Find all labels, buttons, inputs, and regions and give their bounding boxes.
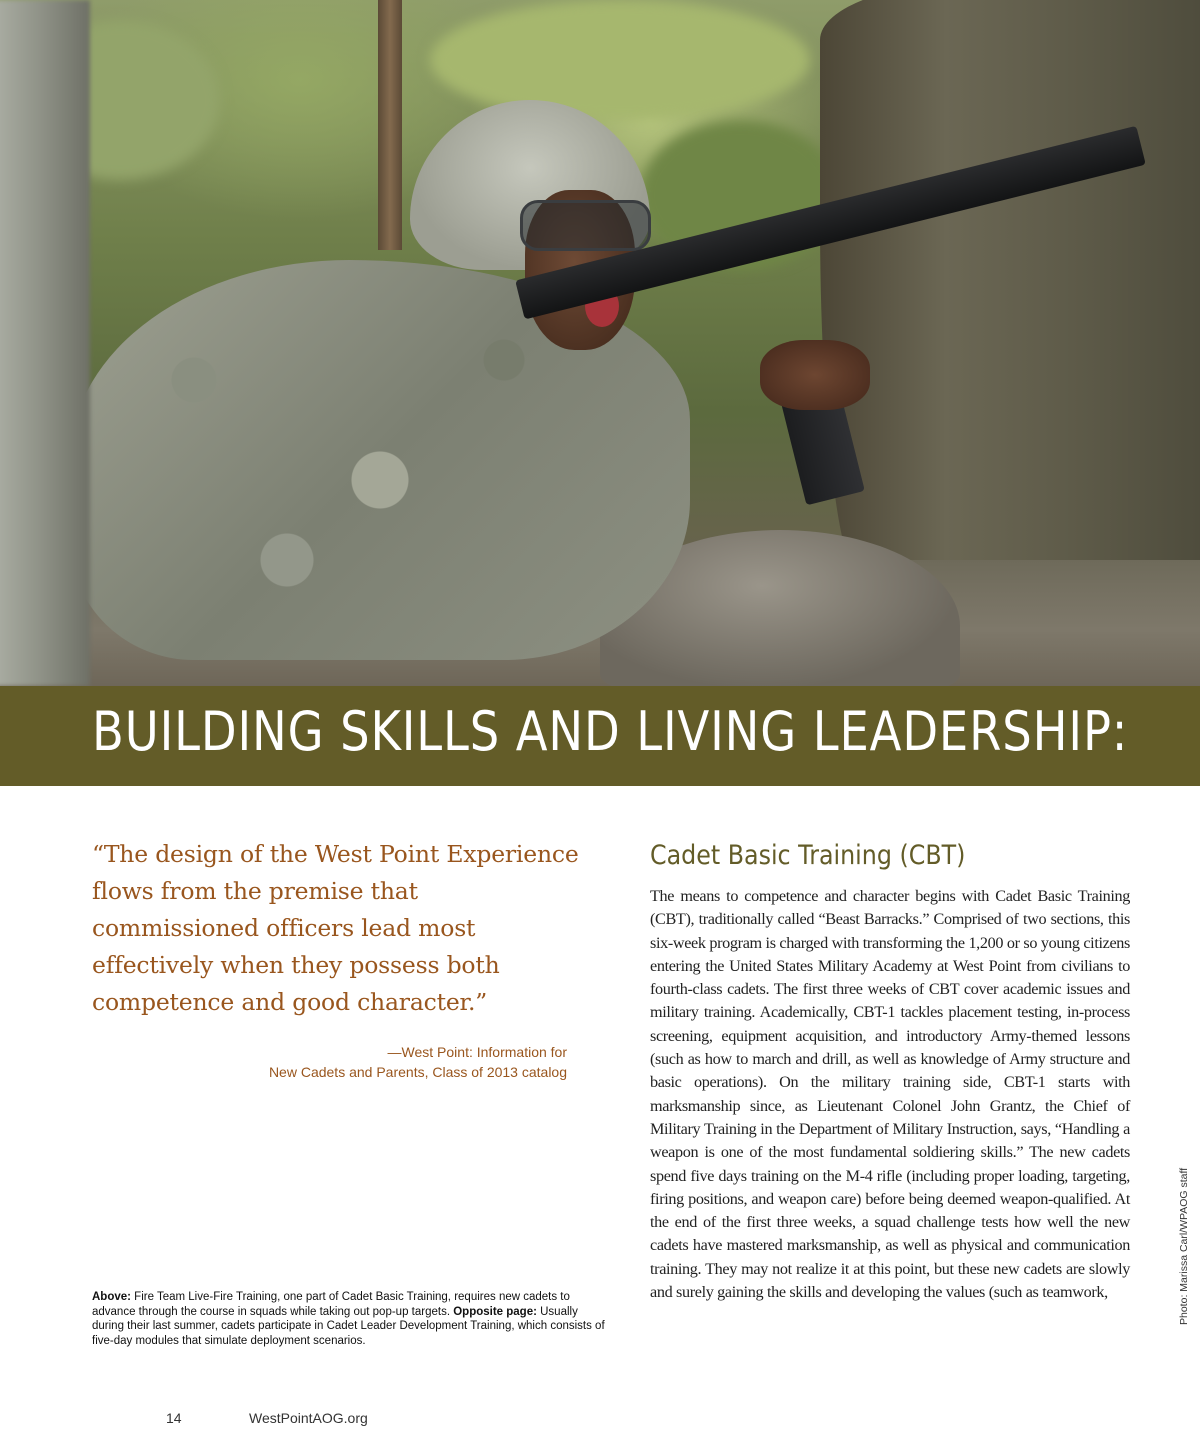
- tree-trunk: [820, 0, 1200, 580]
- title-band: [0, 686, 1200, 786]
- foliage-blur: [430, 0, 810, 120]
- quote-attribution: [200, 1042, 567, 1082]
- page-number: 14: [166, 1410, 182, 1426]
- body-text: The means to competence and character begins with Cadet Basic Training (CBT), traditionally called “Beast Barracks.” Comprised of two sections, this six-week program is charged with transforming the 1,200 or so young citizens entering the United States Military Academy at West Point from civilians to fourth-class cadets. The first three weeks of CBT cover academic issues and military training. Academically, CBT-1 tackles placement testing, in-process screening, equipment acquisition, and introductory Army-themed lessons (such as how to march and drill, as well as knowledge of Army structure and basic operations). On the military training side, CBT-1 starts with marksmanship since, as Lieutenant Colonel John Grantz, the Chief of Military Training in the Department of Military Instruction, says, “Handling a weapon is one of the most fundamental soldiering skills.” The new cadets spend five days training on the M-4 rifle (including proper loading, targeting, firing positions, and weapon care) before being deemed weapon-qualified. At the end of the first three weeks, a squad challenge tests how well the new cadets have mastered marksmanship, as well as physical and communication training. They may not realize it at this point, but these new cadets are slowly and surely gaining the skills and developing the values (such as teamwork,: [650, 887, 1130, 1302]
- attribution-line-1: —West Point: Information for: [387, 1044, 567, 1060]
- photo-caption: [92, 1290, 607, 1348]
- page-title: BUILDING SKILLS AND LIVING LEADERSHIP:: [92, 700, 1129, 763]
- photo-credit: Photo: Marissa Carl/WPAOG staff: [1178, 1167, 1190, 1325]
- caption-text-opposite: Usually during their last summer, cadets participate in Cadet Leader Development Training, which consists of five-day modules that simulate deployment scenarios.: [92, 1305, 605, 1347]
- caption-text-above: Fire Team Live-Fire Training, one part of Cadet Basic Training, requires new cadets to advance through the course in squads while taking out pop-up targets.: [92, 1291, 570, 1318]
- site-url: WestPointAOG.org: [249, 1410, 368, 1426]
- section-heading: Cadet Basic Training (CBT): [650, 840, 966, 871]
- hero-photo: [0, 0, 1200, 686]
- caption-lead-above: Above:: [92, 1291, 131, 1303]
- pull-quote: “The design of the West Point Experience flows from the premise that commissioned officers lead most effectively when they possess both competence and good character.”: [92, 840, 579, 1016]
- soldier-goggles: [520, 200, 651, 251]
- soldier-hand: [760, 340, 870, 410]
- thin-tree-trunk: [378, 0, 402, 250]
- attribution-line-2: New Cadets and Parents, Class of 2013 catalog: [268, 1064, 567, 1080]
- caption-lead-opposite: Opposite page:: [453, 1305, 537, 1318]
- foreground-blur: [0, 0, 90, 686]
